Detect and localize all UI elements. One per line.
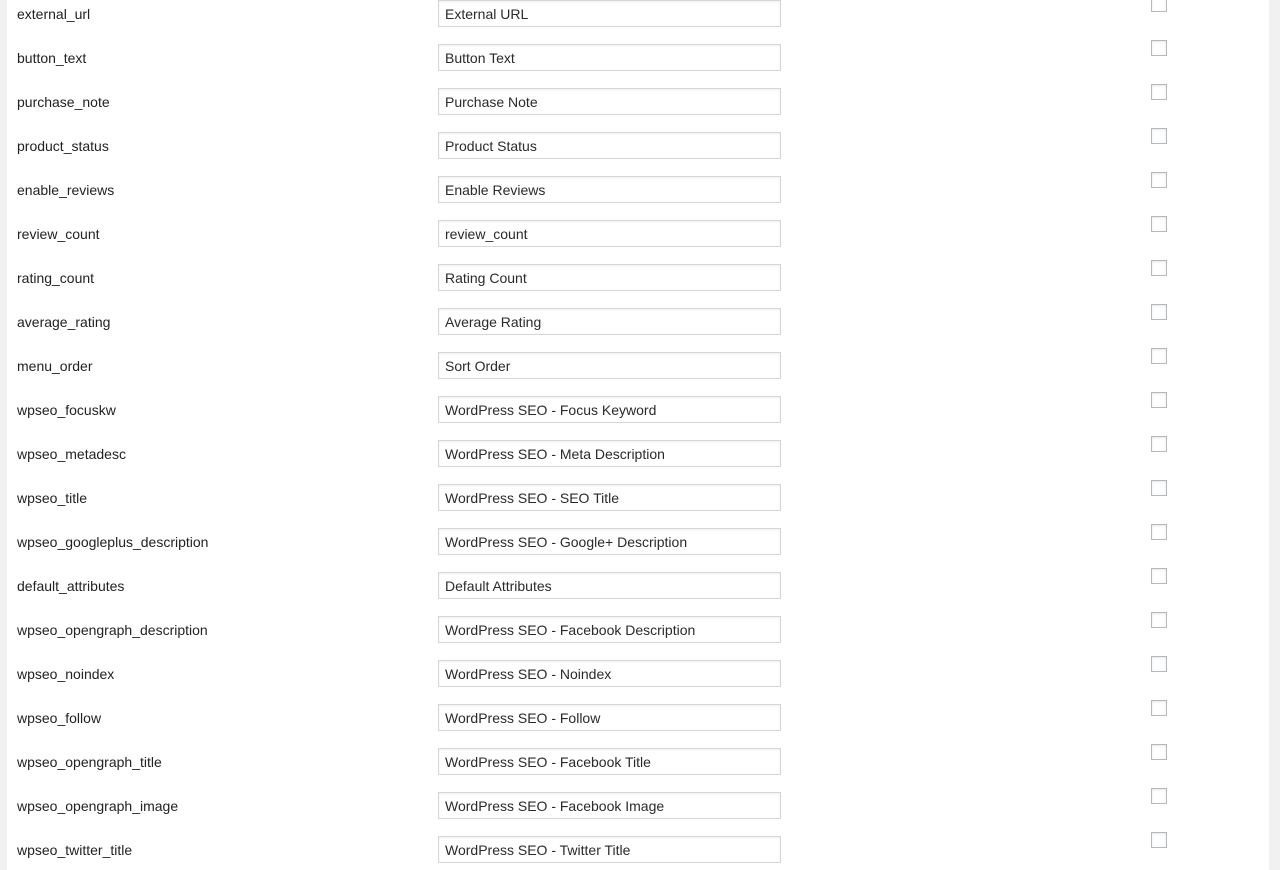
field-key-label: wpseo_googleplus_description: [17, 534, 209, 550]
field-label-input[interactable]: [438, 748, 781, 775]
field-key-label: wpseo_opengraph_image: [17, 798, 179, 814]
field-enable-checkbox[interactable]: [1151, 524, 1167, 540]
field-row: [7, 256, 1269, 300]
field-rows: [7, 0, 1269, 870]
field-row: [7, 520, 1269, 564]
field-row: [7, 0, 1269, 36]
field-label-input[interactable]: [438, 660, 781, 687]
field-key-label: button_text: [17, 50, 87, 66]
field-enable-checkbox[interactable]: [1151, 480, 1167, 496]
field-key-label: wpseo_focuskw: [17, 402, 116, 418]
field-enable-checkbox[interactable]: [1151, 216, 1167, 232]
field-enable-checkbox[interactable]: [1151, 832, 1167, 848]
field-label-input[interactable]: [438, 44, 781, 71]
field-key-label: menu_order: [17, 358, 93, 374]
field-key-label: wpseo_opengraph_title: [17, 754, 162, 770]
field-label-input[interactable]: [438, 396, 781, 423]
field-row: [7, 432, 1269, 476]
field-key-label: default_attributes: [17, 578, 125, 594]
field-label-input[interactable]: [438, 264, 781, 291]
field-key-label: rating_count: [17, 270, 95, 286]
field-key-label: external_url: [17, 6, 91, 22]
field-row: [7, 80, 1269, 124]
field-row: [7, 608, 1269, 652]
field-label-input[interactable]: [438, 0, 781, 27]
field-key-label: enable_reviews: [17, 182, 115, 198]
field-enable-checkbox[interactable]: [1151, 612, 1167, 628]
field-enable-checkbox[interactable]: [1151, 436, 1167, 452]
field-row: [7, 124, 1269, 168]
field-row: [7, 828, 1269, 870]
field-key-label: wpseo_noindex: [17, 666, 115, 682]
field-label-input[interactable]: [438, 836, 781, 863]
field-key-label: wpseo_metadesc: [17, 446, 126, 462]
field-row: [7, 36, 1269, 80]
field-label-input[interactable]: [438, 484, 781, 511]
field-key-label: wpseo_follow: [17, 710, 102, 726]
field-enable-checkbox[interactable]: [1151, 744, 1167, 760]
field-enable-checkbox[interactable]: [1151, 656, 1167, 672]
field-label-input[interactable]: [438, 308, 781, 335]
field-label-input[interactable]: [438, 704, 781, 731]
field-label-input[interactable]: [438, 176, 781, 203]
field-row: [7, 740, 1269, 784]
field-row: [7, 784, 1269, 828]
field-enable-checkbox[interactable]: [1151, 304, 1167, 320]
field-row: [7, 696, 1269, 740]
field-mapping-table: [7, 0, 1269, 870]
field-key-label: purchase_note: [17, 94, 110, 110]
field-key-label: review_count: [17, 226, 100, 242]
field-enable-checkbox[interactable]: [1151, 392, 1167, 408]
field-enable-checkbox[interactable]: [1151, 700, 1167, 716]
field-enable-checkbox[interactable]: [1151, 40, 1167, 56]
field-key-label: wpseo_opengraph_description: [17, 622, 208, 638]
field-label-input[interactable]: [438, 616, 781, 643]
field-label-input[interactable]: [438, 132, 781, 159]
field-label-input[interactable]: [438, 88, 781, 115]
field-key-label: product_status: [17, 138, 109, 154]
field-row: [7, 564, 1269, 608]
field-label-input[interactable]: [438, 528, 781, 555]
field-row: [7, 212, 1269, 256]
field-enable-checkbox[interactable]: [1151, 260, 1167, 276]
field-row: [7, 300, 1269, 344]
field-label-input[interactable]: [438, 792, 781, 819]
field-label-input[interactable]: [438, 440, 781, 467]
field-enable-checkbox[interactable]: [1151, 128, 1167, 144]
field-key-label: wpseo_twitter_title: [17, 842, 133, 858]
field-key-label: average_rating: [17, 314, 111, 330]
field-row: [7, 652, 1269, 696]
field-enable-checkbox[interactable]: [1151, 172, 1167, 188]
field-label-input[interactable]: [438, 572, 781, 599]
field-enable-checkbox[interactable]: [1151, 84, 1167, 100]
field-row: [7, 476, 1269, 520]
field-enable-checkbox[interactable]: [1151, 788, 1167, 804]
field-row: [7, 344, 1269, 388]
field-enable-checkbox[interactable]: [1151, 568, 1167, 584]
field-row: [7, 168, 1269, 212]
field-label-input[interactable]: [438, 352, 781, 379]
field-label-input[interactable]: [438, 220, 781, 247]
field-key-label: wpseo_title: [17, 490, 88, 506]
field-row: [7, 388, 1269, 432]
field-enable-checkbox[interactable]: [1151, 348, 1167, 364]
field-enable-checkbox[interactable]: [1151, 0, 1167, 12]
